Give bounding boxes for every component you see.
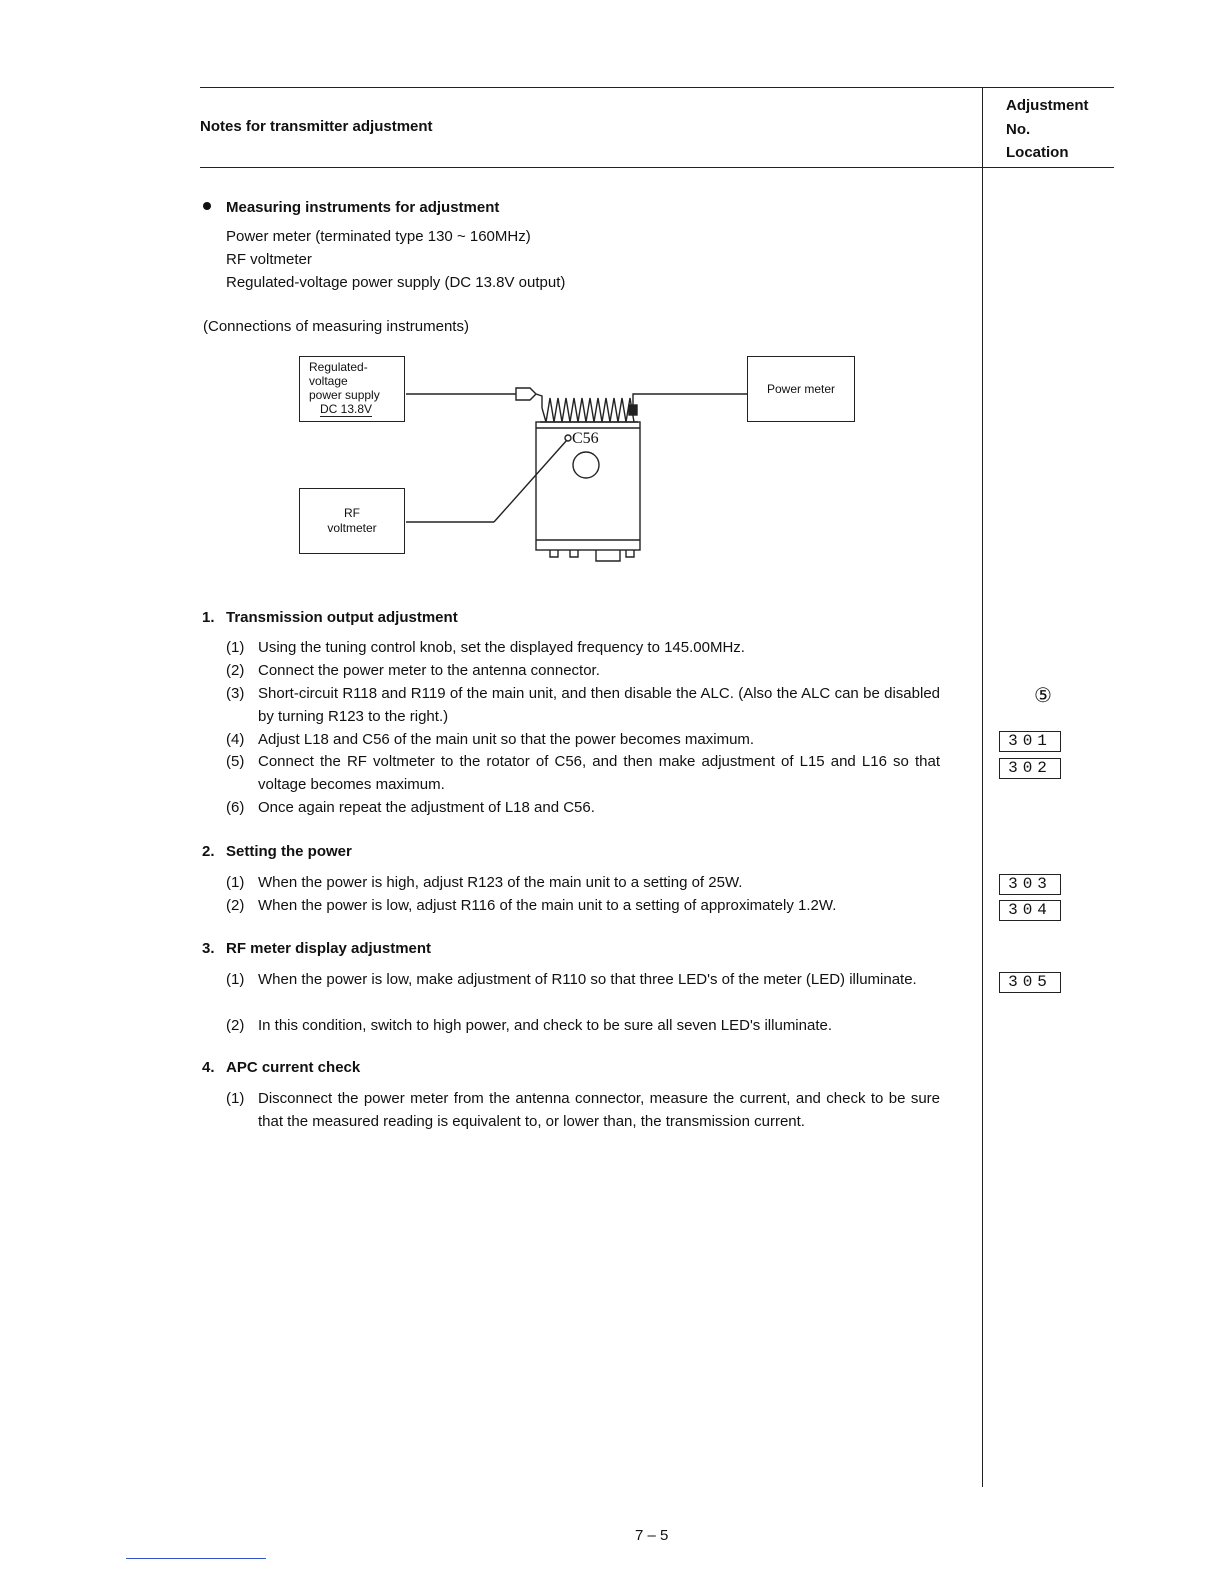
- step-text: Short-circuit R118 and R119 of the main unit, and then disable the ALC. (Also the ALC can be disabled by turning R123 to the right.): [258, 685, 940, 725]
- step-number: (2): [226, 1017, 245, 1034]
- step-number: (1): [226, 874, 245, 891]
- connections-caption: (Connections of measuring instruments): [203, 318, 469, 335]
- section-heading: Setting the power: [226, 843, 352, 860]
- rf-label-1: RF: [344, 506, 360, 520]
- step-number: (3): [226, 685, 245, 702]
- side-header-no: No.: [1006, 120, 1031, 138]
- step-text: Connect the power meter to the antenna connector.: [258, 662, 600, 679]
- step-number: (1): [226, 639, 245, 656]
- location-marker: ⑤: [1034, 683, 1052, 707]
- section-2-title: [202, 843, 352, 860]
- step-text: Disconnect the power meter from the antenna connector, measure the current, and check to be sure that the measured reading is equivalent to, or lower than, the transmission current.: [258, 1090, 940, 1130]
- section-heading: Transmission output adjustment: [226, 609, 458, 626]
- step-text: Once again repeat the adjustment of L18 and C56.: [258, 799, 595, 816]
- step-number: (6): [226, 799, 245, 816]
- step-text: When the power is low, make adjustment of R110 so that three LED's of the meter (LED) illuminate.: [258, 971, 917, 988]
- step-number: (1): [226, 1090, 245, 1107]
- side-header-location: Location: [1006, 144, 1069, 161]
- c56-label: C56: [572, 430, 599, 447]
- header-top-rule: [200, 87, 1114, 88]
- side-header-adjustment: Adjustment: [1006, 97, 1089, 114]
- adjustment-number-box: 304: [999, 900, 1061, 921]
- instruments-list: [226, 225, 565, 294]
- psu-label-3: power supply: [309, 388, 380, 402]
- power-meter-label: Power meter: [766, 382, 836, 396]
- step-text: When the power is high, adjust R123 of the main unit to a setting of 25W.: [258, 874, 743, 891]
- psu-label-1: Regulated-: [309, 360, 368, 374]
- step-text: Using the tuning control knob, set the displayed frequency to 145.00MHz.: [258, 639, 745, 656]
- rf-voltmeter-box: [299, 488, 405, 554]
- section-number: 1.: [202, 609, 215, 626]
- page-number: 7 – 5: [635, 1527, 669, 1544]
- step-text: In this condition, switch to high power, and check to be sure all seven LED's illuminate.: [258, 1017, 833, 1034]
- power-meter-box: [747, 356, 855, 422]
- instruments-heading: Measuring instruments for adjustment: [226, 199, 500, 216]
- step-number: (1): [226, 971, 245, 988]
- footer-link-rule: [126, 1558, 266, 1559]
- step-text: When the power is low, adjust R116 of the main unit to a setting of approximately 1.2W.: [258, 897, 837, 914]
- adjustment-number-box: 301: [999, 731, 1061, 752]
- psu-label-2: voltage: [309, 374, 348, 388]
- section-number: 2.: [202, 843, 215, 860]
- psu-box: [299, 356, 405, 422]
- bullet-icon: [203, 202, 211, 210]
- adjustment-number-box: 305: [999, 972, 1061, 993]
- step-text: Connect the RF voltmeter to the rotator of C56, and then make adjustment of L15 and L16 so that voltage becomes maximum.: [258, 753, 940, 793]
- adjustment-number-box: 302: [999, 758, 1061, 779]
- step-text: Adjust L18 and C56 of the main unit so that the power becomes maximum.: [258, 731, 755, 748]
- step-number: (2): [226, 897, 245, 914]
- instrument-item: RF voltmeter: [226, 251, 312, 268]
- step-number: (5): [226, 753, 245, 770]
- connection-diagram: [290, 350, 870, 570]
- section-3-title: [202, 940, 431, 957]
- psu-label-4: DC 13.8V: [320, 402, 373, 416]
- section-1-title: [202, 609, 458, 626]
- step-number: (4): [226, 731, 245, 748]
- section-heading: RF meter display adjustment: [226, 940, 432, 957]
- adjustment-number-box: 303: [999, 874, 1061, 895]
- section-number: 3.: [202, 940, 215, 957]
- instrument-item: Regulated-voltage power supply (DC 13.8V output): [226, 274, 566, 291]
- section-4-title: [202, 1059, 360, 1076]
- section-number: 4.: [202, 1059, 215, 1076]
- header-bottom-rule: [200, 167, 1114, 168]
- page-title: Notes for transmitter adjustment: [200, 118, 433, 135]
- instrument-item: Power meter (terminated type 130 ~ 160MHz): [226, 228, 531, 245]
- step-number: (2): [226, 662, 245, 679]
- section-heading: APC current check: [226, 1059, 361, 1076]
- side-column-divider: [982, 87, 983, 1487]
- rf-label-2: voltmeter: [327, 521, 377, 535]
- side-header: [1006, 94, 1089, 165]
